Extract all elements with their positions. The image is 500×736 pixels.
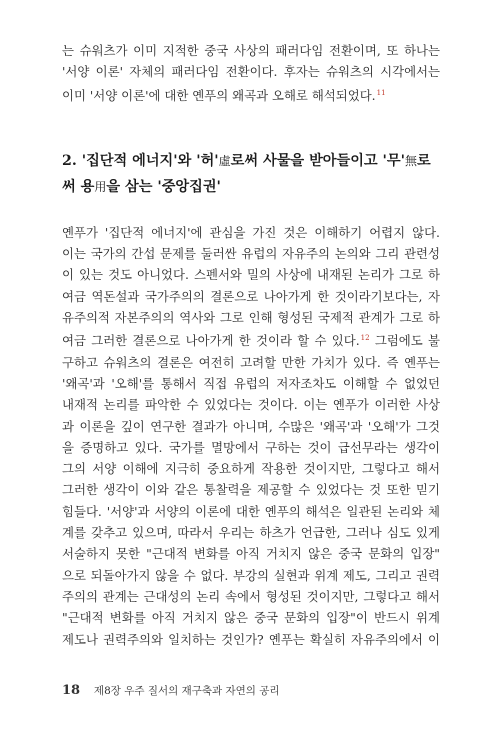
- heading-text: 2. '집단적 에너지'와 '허': [62, 152, 219, 169]
- text-line: 여금 역돈설과 국가주의의 결론으로 나아가게 한 것이라기보다는, 자: [62, 288, 440, 304]
- text-line: 내재적 논리를 파악한 수 있었다는 것이다. 이는 옌푸가 이러한 사상: [62, 397, 440, 413]
- text-line: 을 증명하고 있다. 국가를 멸망에서 구하는 것이 급선무라는 생각이: [62, 439, 440, 455]
- heading-text: 을 삼는 '중앙집권': [106, 178, 221, 195]
- text-line: 제도나 권력주의와 일치하는 것인가? 옌푸는 확실히 자유주의에서 이: [62, 631, 440, 647]
- text-line: 이는 국가의 간섭 문제를 둘러싼 유럽의 자유주의 논의와 그리 관련성: [62, 246, 440, 262]
- heading-text: 로써 사물을 받아들이고 '무': [230, 152, 405, 169]
- text-line-content: 그럼에도 불: [369, 333, 440, 349]
- page-content: [62, 40, 440, 650]
- text-line: 으로 되돌아가지 않을 수 없다. 부강의 실현과 위계 제도, 그리고 권력: [62, 567, 440, 583]
- section-heading: [62, 148, 440, 200]
- text-line: '왜곡'과 '오해'를 통해서 직접 유럽의 저자조차도 이해할 수 없었던: [62, 375, 440, 391]
- hanja-gloss: 用: [94, 179, 107, 194]
- running-title: 제8장 우주 질서의 재구축과 자연의 공리: [93, 685, 280, 697]
- top-paragraph: [62, 40, 440, 106]
- text-line: 는 슈워츠가 이미 지적한 중국 사상의 패러다임 전환이며, 또 하나는: [62, 43, 440, 58]
- text-line: 주의의 관계는 근대성의 논리 속에서 형성된 것이지만, 그렇다고 해서: [62, 588, 440, 604]
- page-footer: [62, 683, 280, 698]
- text-line-content: 여금 그러한 결론으로 나아가게 한 것이라 할 수 있다.: [62, 333, 360, 349]
- heading-line: [62, 148, 440, 174]
- heading-text: 로: [416, 152, 431, 169]
- text-line: 과 이론을 깊이 연구한 결과가 아니며, 수많은 '왜곡'과 '오해'가 그것: [62, 418, 440, 434]
- heading-text: 써 용: [62, 178, 95, 195]
- text-line: 옌푸가 '집단적 에너지'에 관심을 가진 것은 이해하기 어렵지 않다.: [62, 224, 440, 240]
- body-paragraph: [62, 222, 440, 650]
- text-line: 구하고 슈워츠의 결론은 여전히 고려할 만한 가치가 있다. 즉 옌푸는: [62, 354, 440, 370]
- text-line: "근대적 변화를 아직 거치지 않은 중국 문화의 입장"이 반드시 위계: [62, 610, 440, 626]
- footnote-marker[interactable]: 11: [376, 88, 386, 97]
- text-line: [62, 83, 440, 106]
- hanja-gloss: 無: [404, 153, 417, 168]
- footnote-marker[interactable]: 12: [360, 334, 370, 343]
- text-line: 그러한 생각이 이와 같은 통찰력을 제공할 수 있었다는 것 또한 믿기: [62, 482, 440, 498]
- text-line: 힘들다. '서양'과 서양의 이론에 대한 옌푸의 해석은 일관된 논리와 체: [62, 503, 440, 519]
- text-line: 그의 서양 이해에 지극히 중요하게 작용한 것이지만, 그렇다고 해서: [62, 461, 440, 477]
- text-line: 계를 갖추고 있으며, 따라서 우리는 하츠가 언급한, 그러나 심도 있게: [62, 525, 440, 541]
- text-line-content: 이미 '서양 이론'에 대한 옌푸의 왜곡과 오해로 해석되었다.: [62, 87, 376, 103]
- text-line: [62, 328, 440, 351]
- text-line: 유주의적 자본주의의 역사와 그로 인해 형성된 국제적 관계가 그로 하: [62, 310, 440, 326]
- text-line: 이 있는 것도 아니었다. 스펜서와 밀의 사상에 내재된 논리가 그로 하: [62, 267, 440, 283]
- text-line: '서양 이론' 자체의 패러다임 전환이다. 후자는 슈워츠의 시각에서는: [62, 64, 440, 80]
- text-line: 서술하지 못한 "근대적 변화를 아직 거치지 않은 중국 문화의 입장": [62, 546, 440, 562]
- hanja-gloss: 虛: [218, 153, 231, 168]
- page-number: 18: [62, 683, 81, 698]
- heading-line: [62, 174, 440, 200]
